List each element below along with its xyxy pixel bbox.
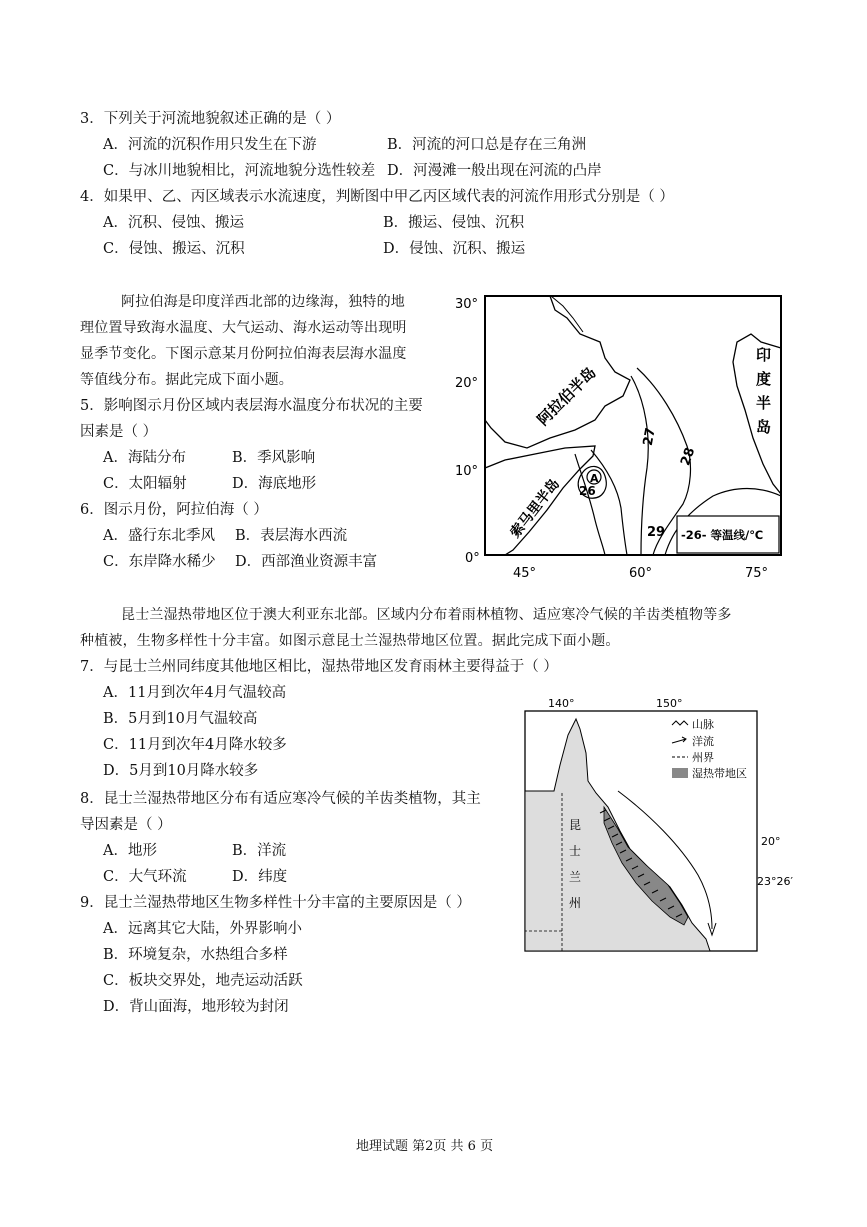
q3-option-a[interactable]: A．河流的沉积作用只发生在下游 [103, 137, 317, 153]
lon-label-150: 150° [656, 697, 683, 710]
q7-stem: 7．与昆士兰州同纬度其他地区相比，湿热带地区发育雨林主要得益于（ ） [80, 659, 558, 675]
lat-label-tropic: 23°26′ [757, 875, 793, 888]
legend-current: 洋流 [692, 735, 714, 748]
q3-option-d[interactable]: D．河漫滩一般出现在河流的凸岸 [387, 163, 602, 179]
india-char-4: 岛 [756, 418, 772, 436]
q3-option-b[interactable]: B．河流的河口总是存在三角洲 [387, 137, 587, 153]
passage2-line2: 种植被，生物多样性十分丰富。如图示意昆士兰湿热带地区位置。据此完成下面小题。 [80, 633, 620, 649]
q8-option-c[interactable]: C．大气环流 [103, 869, 187, 885]
lat-label-0: 0° [465, 551, 480, 566]
q3-option-c[interactable]: C．与冰川地貌相比，河流地貌分选性较差 [103, 163, 376, 179]
map1-legend-text: -26- 等温线/℃ [681, 528, 764, 542]
q6-option-b[interactable]: B．表层海水西流 [235, 528, 348, 544]
state-char-4: 州 [569, 896, 582, 910]
lon-label-60: 60° [629, 566, 653, 581]
state-char-2: 士 [569, 844, 582, 858]
q5-option-a[interactable]: A．海陆分布 [103, 450, 186, 466]
legend-wet-icon [672, 768, 688, 778]
q7-option-b[interactable]: B．5月到10月气温较高 [103, 711, 258, 727]
lat-label-10: 10° [455, 464, 479, 479]
q9-option-c[interactable]: C．板块交界处，地壳运动活跃 [103, 973, 303, 989]
q5-option-d[interactable]: D．海底地形 [232, 476, 317, 492]
q7-option-d[interactable]: D．5月到10月降水较多 [103, 763, 259, 779]
legend-wet: 湿热带地区 [692, 767, 747, 780]
q5-stem-cont: 因素是（ ） [80, 424, 158, 440]
q9-stem: 9．昆士兰湿热带地区生物多样性十分丰富的主要原因是（ ） [80, 895, 471, 911]
legend-mountain: 山脉 [692, 718, 714, 731]
q8-stem-cont: 导因素是（ ） [80, 817, 172, 833]
lat-label-20: 20° [455, 376, 479, 391]
india-char-1: 印 [756, 346, 772, 364]
q5-stem: 5．影响图示月份区域内表层海水温度分布状况的主要 [80, 398, 423, 414]
lon-label-45: 45° [513, 566, 537, 581]
somali-label: 索马里半岛 [507, 476, 564, 542]
passage1-line1: 阿拉伯海是印度洋西北部的边缘海，独特的地 [121, 294, 405, 310]
q6-option-a[interactable]: A．盛行东北季风 [103, 528, 215, 544]
point-a-label: A [590, 472, 599, 485]
q4-option-d[interactable]: D．侵蚀、沉积、搬运 [383, 241, 526, 257]
state-char-1: 昆 [569, 818, 582, 832]
lat-label-30: 30° [455, 297, 479, 312]
q7-option-a[interactable]: A．11月到次年4月气温较高 [103, 685, 287, 701]
arabian-sea-map [455, 288, 785, 583]
isotherm-28-label: 28 [678, 445, 699, 468]
q6-option-d[interactable]: D．西部渔业资源丰富 [235, 554, 378, 570]
isotherm-27-label: 27 [640, 426, 659, 447]
q8-stem: 8．昆士兰湿热带地区分布有适应寒冷气候的羊齿类植物，其主 [80, 791, 481, 807]
india-char-3: 半 [756, 394, 772, 412]
passage2-line1: 昆士兰湿热带地区位于澳大利亚东北部。区域内分布着雨林植物、适应寒冷气候的羊齿类植物等多 [121, 607, 732, 623]
q5-option-b[interactable]: B．季风影响 [232, 450, 316, 466]
q9-option-d[interactable]: D．背山面海，地形较为封闭 [103, 999, 289, 1015]
lon-label-140: 140° [548, 697, 575, 710]
q4-stem: 4．如果甲、乙、丙区域表示水流速度，判断图中甲乙丙区域代表的河流作用形式分别是（ ） [80, 189, 674, 205]
legend-border: 州界 [692, 751, 714, 764]
lat-label-20: 20° [761, 835, 781, 848]
passage1-line2: 理位置导致海水温度、大气运动、海水运动等出现明 [80, 320, 407, 336]
queensland-map [520, 695, 810, 955]
q7-option-c[interactable]: C．11月到次年4月降水较多 [103, 737, 287, 753]
q8-option-b[interactable]: B．洋流 [232, 843, 287, 859]
q4-option-a[interactable]: A．沉积、侵蚀、搬运 [103, 215, 244, 231]
state-char-3: 兰 [569, 870, 582, 884]
india-char-2: 度 [756, 370, 772, 388]
q3-stem: 3．下列关于河流地貌叙述正确的是（ ） [80, 111, 341, 127]
q9-option-b[interactable]: B．环境复杂，水热组合多样 [103, 947, 288, 963]
q8-option-d[interactable]: D．纬度 [232, 869, 288, 885]
q6-option-c[interactable]: C．东岸降水稀少 [103, 554, 216, 570]
isotherm-26-label: 26 [579, 484, 596, 498]
passage1-line4: 等值线分布。据此完成下面小题。 [80, 372, 293, 388]
arabia-label: 阿拉伯半岛 [533, 363, 600, 430]
q5-option-c[interactable]: C．太阳辐射 [103, 476, 187, 492]
passage1-line3: 显季节变化。下图示意某月份阿拉伯海表层海水温度 [80, 346, 407, 362]
page-footer: 地理试题 第2页 共 6 页 [356, 1139, 494, 1154]
q8-option-a[interactable]: A．地形 [103, 843, 157, 859]
q4-option-c[interactable]: C．侵蚀、搬运、沉积 [103, 241, 245, 257]
q9-option-a[interactable]: A．远离其它大陆，外界影响小 [103, 921, 302, 937]
q6-stem: 6．图示月份，阿拉伯海（ ） [80, 502, 268, 518]
isotherm-29-label: 29 [647, 525, 666, 540]
lon-label-75: 75° [745, 566, 769, 581]
q4-option-b[interactable]: B．搬运、侵蚀、沉积 [383, 215, 525, 231]
